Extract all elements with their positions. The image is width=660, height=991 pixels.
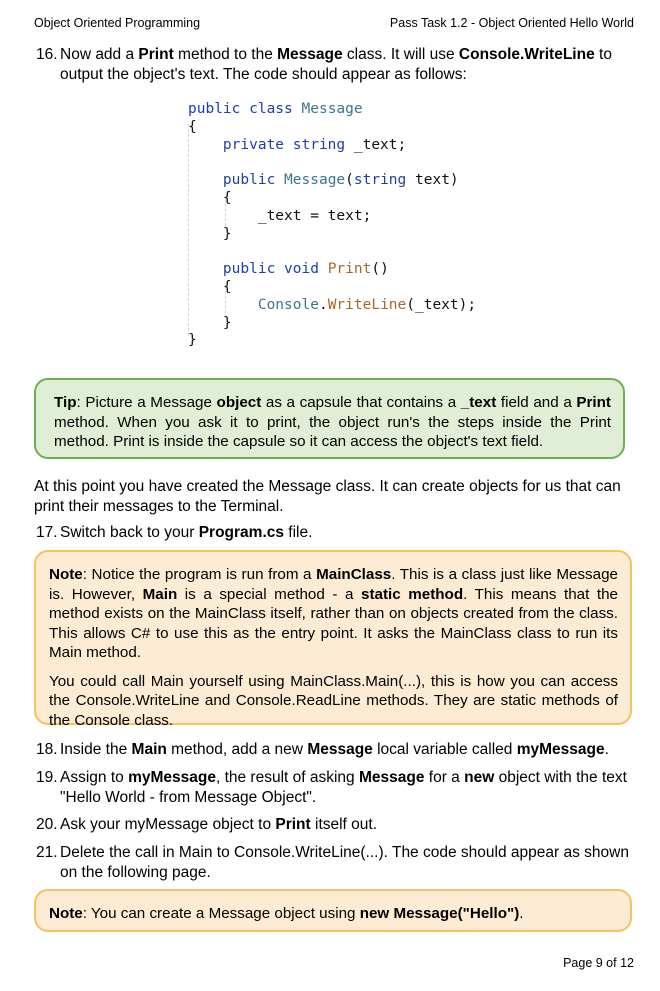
- note-paragraph: Note: You can create a Message object using new Message("Hello").: [49, 905, 524, 922]
- step-17: [36, 523, 636, 543]
- step-number: 19.: [36, 769, 58, 786]
- step-number: 20.: [36, 816, 58, 833]
- step-number: 17.: [36, 524, 58, 541]
- header-task-title: Pass Task 1.2 - Object Oriented Hello World: [389, 16, 634, 30]
- step-18: [36, 740, 636, 760]
- step-21: [36, 843, 636, 883]
- step-number: 16.: [36, 46, 58, 63]
- step-16: [36, 45, 636, 85]
- code-block: public class Message { private string _text; public Message(string text) { _text = text; } public void Print() { Console.WriteLine(_text); } }: [188, 101, 477, 349]
- step-text: Now add a Print method to the Message class. It will use Console.WriteLine to output the object's text. The code should appear as follows:: [60, 46, 612, 83]
- note-box-mainclass: [34, 550, 632, 729]
- note-box-new-message: [34, 889, 632, 932]
- page-number: Page 9 of 12: [563, 956, 634, 970]
- step-19: [36, 768, 636, 808]
- note-paragraph: You could call Main yourself using MainClass.Main(...), this is how you can access the Console.WriteLine and Console.ReadLine methods. They are static methods of the Console class.: [49, 672, 618, 729]
- step-text: Ask your myMessage object to Print itself out.: [60, 816, 378, 833]
- step-text: Switch back to your Program.cs file.: [60, 524, 313, 541]
- step-20: [36, 815, 636, 835]
- tip-box: Tip: Picture a Message object as a capsule that contains a _text field and a Print method. When you ask it to print, the object run's the steps inside the Print method. Print is inside the capsule so it can access the object's text field.: [34, 378, 625, 459]
- paragraph-message-class: At this point you have created the Message class. It can create objects for us that can print their messages to the Terminal.: [34, 478, 621, 515]
- step-text: Delete the call in Main to Console.WriteLine(...). The code should appear as shown on the following page.: [60, 844, 629, 881]
- step-number: 21.: [36, 844, 58, 861]
- step-text: Inside the Main method, add a new Message local variable called myMessage.: [60, 741, 609, 758]
- note-paragraph: Note: Notice the program is run from a MainClass. This is a class just like Message is. However, Main is a special method - a static method. This means that the method exists on the MainClass itself, rather than on objects created from the class. This allows C# to use this as the entry point. It asks the MainClass class to run its Main method.: [49, 566, 619, 661]
- header-course-title: Object Oriented Programming: [34, 16, 201, 30]
- step-number: 18.: [36, 741, 58, 758]
- step-text: Assign to myMessage, the result of asking Message for a new object with the text "Hello World - from Message Object".: [60, 769, 627, 806]
